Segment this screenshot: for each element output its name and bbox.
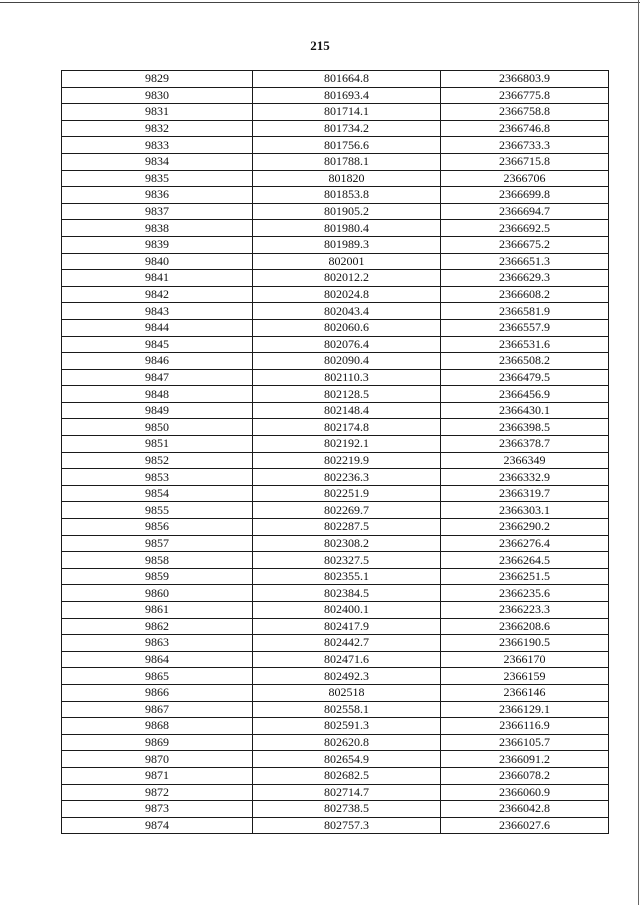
y-coordinate-cell: 2366027.6 xyxy=(441,817,609,834)
table-row xyxy=(62,153,609,170)
x-coordinate-cell: 802492.3 xyxy=(253,668,441,685)
y-coordinate-cell: 2366251.5 xyxy=(441,568,609,585)
y-coordinate-cell: 2366349 xyxy=(441,452,609,469)
x-coordinate-cell: 802219.9 xyxy=(253,452,441,469)
y-coordinate-cell: 2366129.1 xyxy=(441,701,609,718)
x-coordinate-cell: 802236.3 xyxy=(253,469,441,486)
point-number-cell: 9843 xyxy=(62,303,253,320)
y-coordinate-cell: 2366264.5 xyxy=(441,552,609,569)
y-coordinate-cell: 2366091.2 xyxy=(441,751,609,768)
table-row xyxy=(62,751,609,768)
y-coordinate-cell: 2366105.7 xyxy=(441,734,609,751)
x-coordinate-cell: 802327.5 xyxy=(253,552,441,569)
point-number-cell: 9866 xyxy=(62,684,253,701)
table-row xyxy=(62,419,609,436)
x-coordinate-cell: 802558.1 xyxy=(253,701,441,718)
table-row xyxy=(62,187,609,204)
table-row xyxy=(62,120,609,137)
point-number-cell: 9846 xyxy=(62,353,253,370)
point-number-cell: 9852 xyxy=(62,452,253,469)
x-coordinate-cell: 802251.9 xyxy=(253,485,441,502)
table-row xyxy=(62,286,609,303)
point-number-cell: 9860 xyxy=(62,585,253,602)
y-coordinate-cell: 2366223.3 xyxy=(441,602,609,619)
y-coordinate-cell: 2366775.8 xyxy=(441,87,609,104)
table-row xyxy=(62,104,609,121)
table-row xyxy=(62,684,609,701)
point-number-cell: 9855 xyxy=(62,502,253,519)
table-row xyxy=(62,369,609,386)
x-coordinate-cell: 801788.1 xyxy=(253,153,441,170)
y-coordinate-cell: 2366629.3 xyxy=(441,270,609,287)
x-coordinate-cell: 802355.1 xyxy=(253,568,441,585)
x-coordinate-cell: 802043.4 xyxy=(253,303,441,320)
y-coordinate-cell: 2366456.9 xyxy=(441,386,609,403)
point-number-cell: 9850 xyxy=(62,419,253,436)
x-coordinate-cell: 802384.5 xyxy=(253,585,441,602)
point-number-cell: 9861 xyxy=(62,602,253,619)
point-number-cell: 9874 xyxy=(62,817,253,834)
point-number-cell: 9869 xyxy=(62,734,253,751)
point-number-cell: 9835 xyxy=(62,170,253,187)
point-number-cell: 9853 xyxy=(62,469,253,486)
x-coordinate-cell: 802001 xyxy=(253,253,441,270)
point-number-cell: 9847 xyxy=(62,369,253,386)
y-coordinate-cell: 2366706 xyxy=(441,170,609,187)
table-row xyxy=(62,452,609,469)
point-number-cell: 9864 xyxy=(62,651,253,668)
x-coordinate-cell: 802757.3 xyxy=(253,817,441,834)
x-coordinate-cell: 802128.5 xyxy=(253,386,441,403)
page-number: 215 xyxy=(310,38,330,53)
point-number-cell: 9831 xyxy=(62,104,253,121)
x-coordinate-cell: 802400.1 xyxy=(253,602,441,619)
y-coordinate-cell: 2366715.8 xyxy=(441,153,609,170)
coordinates-table xyxy=(61,70,609,834)
table-row xyxy=(62,651,609,668)
point-number-cell: 9841 xyxy=(62,270,253,287)
point-number-cell: 9872 xyxy=(62,784,253,801)
x-coordinate-cell: 802471.6 xyxy=(253,651,441,668)
x-coordinate-cell: 802012.2 xyxy=(253,270,441,287)
x-coordinate-cell: 801664.8 xyxy=(253,71,441,88)
y-coordinate-cell: 2366319.7 xyxy=(441,485,609,502)
y-coordinate-cell: 2366378.7 xyxy=(441,436,609,453)
y-coordinate-cell: 2366508.2 xyxy=(441,353,609,370)
x-coordinate-cell: 801853.8 xyxy=(253,187,441,204)
table-row xyxy=(62,319,609,336)
x-coordinate-cell: 801714.1 xyxy=(253,104,441,121)
table-row xyxy=(62,602,609,619)
y-coordinate-cell: 2366581.9 xyxy=(441,303,609,320)
point-number-cell: 9833 xyxy=(62,137,253,154)
point-number-cell: 9832 xyxy=(62,120,253,137)
table-row xyxy=(62,668,609,685)
y-coordinate-cell: 2366694.7 xyxy=(441,203,609,220)
table-row xyxy=(62,801,609,818)
x-coordinate-cell: 802148.4 xyxy=(253,402,441,419)
point-number-cell: 9844 xyxy=(62,319,253,336)
table-row xyxy=(62,519,609,536)
point-number-cell: 9838 xyxy=(62,220,253,237)
y-coordinate-cell: 2366290.2 xyxy=(441,519,609,536)
table-row xyxy=(62,485,609,502)
table-row xyxy=(62,436,609,453)
point-number-cell: 9857 xyxy=(62,535,253,552)
x-coordinate-cell: 802076.4 xyxy=(253,336,441,353)
table-row xyxy=(62,784,609,801)
point-number-cell: 9873 xyxy=(62,801,253,818)
table-row xyxy=(62,220,609,237)
y-coordinate-cell: 2366060.9 xyxy=(441,784,609,801)
table-row xyxy=(62,253,609,270)
x-coordinate-cell: 802308.2 xyxy=(253,535,441,552)
table-row xyxy=(62,386,609,403)
point-number-cell: 9851 xyxy=(62,436,253,453)
point-number-cell: 9829 xyxy=(62,71,253,88)
x-coordinate-cell: 802714.7 xyxy=(253,784,441,801)
y-coordinate-cell: 2366479.5 xyxy=(441,369,609,386)
y-coordinate-cell: 2366398.5 xyxy=(441,419,609,436)
point-number-cell: 9849 xyxy=(62,402,253,419)
point-number-cell: 9862 xyxy=(62,618,253,635)
y-coordinate-cell: 2366276.4 xyxy=(441,535,609,552)
table-row xyxy=(62,568,609,585)
y-coordinate-cell: 2366208.6 xyxy=(441,618,609,635)
table-row xyxy=(62,71,609,88)
y-coordinate-cell: 2366078.2 xyxy=(441,767,609,784)
x-coordinate-cell: 802738.5 xyxy=(253,801,441,818)
table-row xyxy=(62,535,609,552)
table-row xyxy=(62,303,609,320)
point-number-cell: 9856 xyxy=(62,519,253,536)
table-row xyxy=(62,137,609,154)
point-number-cell: 9868 xyxy=(62,718,253,735)
table-row xyxy=(62,718,609,735)
x-coordinate-cell: 802682.5 xyxy=(253,767,441,784)
table-row xyxy=(62,817,609,834)
scan-right-edge xyxy=(638,0,639,905)
point-number-cell: 9859 xyxy=(62,568,253,585)
y-coordinate-cell: 2366733.3 xyxy=(441,137,609,154)
table-row xyxy=(62,734,609,751)
x-coordinate-cell: 801734.2 xyxy=(253,120,441,137)
x-coordinate-cell: 802442.7 xyxy=(253,635,441,652)
table-row xyxy=(62,585,609,602)
y-coordinate-cell: 2366803.9 xyxy=(441,71,609,88)
y-coordinate-cell: 2366692.5 xyxy=(441,220,609,237)
x-coordinate-cell: 802269.7 xyxy=(253,502,441,519)
y-coordinate-cell: 2366758.8 xyxy=(441,104,609,121)
y-coordinate-cell: 2366146 xyxy=(441,684,609,701)
x-coordinate-cell: 801693.4 xyxy=(253,87,441,104)
scan-top-edge xyxy=(0,2,640,3)
x-coordinate-cell: 801756.6 xyxy=(253,137,441,154)
y-coordinate-cell: 2366699.8 xyxy=(441,187,609,204)
point-number-cell: 9848 xyxy=(62,386,253,403)
y-coordinate-cell: 2366746.8 xyxy=(441,120,609,137)
table-row xyxy=(62,402,609,419)
table-row xyxy=(62,701,609,718)
point-number-cell: 9870 xyxy=(62,751,253,768)
x-coordinate-cell: 801905.2 xyxy=(253,203,441,220)
y-coordinate-cell: 2366303.1 xyxy=(441,502,609,519)
x-coordinate-cell: 802591.3 xyxy=(253,718,441,735)
table-row xyxy=(62,502,609,519)
x-coordinate-cell: 801820 xyxy=(253,170,441,187)
x-coordinate-cell: 801980.4 xyxy=(253,220,441,237)
table-row xyxy=(62,236,609,253)
coordinates-table-body xyxy=(62,71,609,834)
point-number-cell: 9863 xyxy=(62,635,253,652)
y-coordinate-cell: 2366557.9 xyxy=(441,319,609,336)
point-number-cell: 9867 xyxy=(62,701,253,718)
point-number-cell: 9840 xyxy=(62,253,253,270)
y-coordinate-cell: 2366332.9 xyxy=(441,469,609,486)
y-coordinate-cell: 2366430.1 xyxy=(441,402,609,419)
x-coordinate-cell: 802024.8 xyxy=(253,286,441,303)
table-row xyxy=(62,635,609,652)
table-row xyxy=(62,469,609,486)
table-row xyxy=(62,353,609,370)
table-row xyxy=(62,203,609,220)
y-coordinate-cell: 2366116.9 xyxy=(441,718,609,735)
y-coordinate-cell: 2366531.6 xyxy=(441,336,609,353)
x-coordinate-cell: 802620.8 xyxy=(253,734,441,751)
point-number-cell: 9845 xyxy=(62,336,253,353)
y-coordinate-cell: 2366170 xyxy=(441,651,609,668)
point-number-cell: 9839 xyxy=(62,236,253,253)
x-coordinate-cell: 802174.8 xyxy=(253,419,441,436)
table-row xyxy=(62,170,609,187)
y-coordinate-cell: 2366190.5 xyxy=(441,635,609,652)
x-coordinate-cell: 802287.5 xyxy=(253,519,441,536)
point-number-cell: 9854 xyxy=(62,485,253,502)
point-number-cell: 9842 xyxy=(62,286,253,303)
table-row xyxy=(62,552,609,569)
point-number-cell: 9834 xyxy=(62,153,253,170)
point-number-cell: 9865 xyxy=(62,668,253,685)
x-coordinate-cell: 802110.3 xyxy=(253,369,441,386)
table-row xyxy=(62,767,609,784)
x-coordinate-cell: 802518 xyxy=(253,684,441,701)
y-coordinate-cell: 2366651.3 xyxy=(441,253,609,270)
y-coordinate-cell: 2366608.2 xyxy=(441,286,609,303)
x-coordinate-cell: 802192.1 xyxy=(253,436,441,453)
point-number-cell: 9830 xyxy=(62,87,253,104)
x-coordinate-cell: 802090.4 xyxy=(253,353,441,370)
y-coordinate-cell: 2366042.8 xyxy=(441,801,609,818)
table-row xyxy=(62,618,609,635)
table-row xyxy=(62,336,609,353)
x-coordinate-cell: 802654.9 xyxy=(253,751,441,768)
point-number-cell: 9837 xyxy=(62,203,253,220)
y-coordinate-cell: 2366159 xyxy=(441,668,609,685)
y-coordinate-cell: 2366235.6 xyxy=(441,585,609,602)
table-row xyxy=(62,87,609,104)
x-coordinate-cell: 801989.3 xyxy=(253,236,441,253)
point-number-cell: 9836 xyxy=(62,187,253,204)
point-number-cell: 9858 xyxy=(62,552,253,569)
table-row xyxy=(62,270,609,287)
y-coordinate-cell: 2366675.2 xyxy=(441,236,609,253)
x-coordinate-cell: 802060.6 xyxy=(253,319,441,336)
x-coordinate-cell: 802417.9 xyxy=(253,618,441,635)
point-number-cell: 9871 xyxy=(62,767,253,784)
